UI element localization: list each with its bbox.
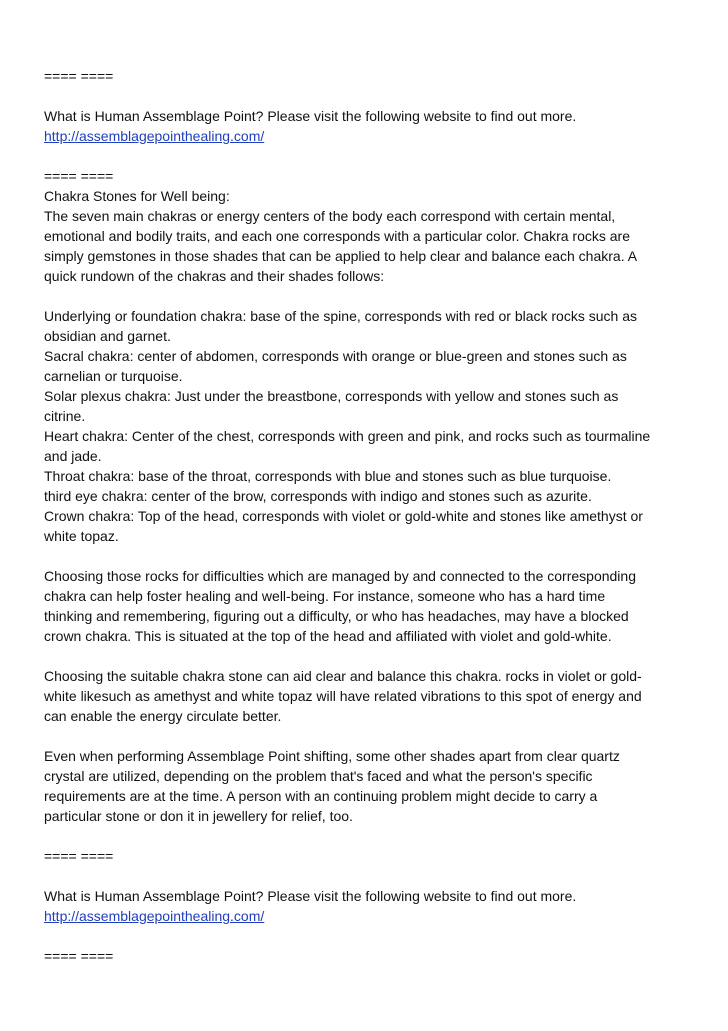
chakra-line: Underlying or foundation chakra: base of the spine, corresponds with red or black rocks such as [44, 308, 637, 324]
intro-website-link[interactable]: http://assemblagepointhealing.com/ [44, 128, 265, 144]
text-line: chakra can help foster healing and well-being. For instance, someone who has a hard time [44, 588, 606, 604]
spacer [44, 726, 694, 746]
chakra-line: Solar plexus chakra: Just under the breastbone, corresponds with yellow and stones such as [44, 388, 619, 404]
text-line: Even when performing Assemblage Point shifting, some other shades apart from clear quartz [44, 748, 620, 764]
text-line: particular stone or don it in jewellery for relief, too. [44, 808, 353, 824]
chakra-line: Heart chakra: Center of the chest, corresponds with green and pink, and rocks such as tourmaline [44, 428, 651, 444]
document-page [44, 66, 694, 966]
spacer [44, 926, 694, 946]
spacer [44, 86, 694, 106]
chakra-line: third eye chakra: center of the brow, corresponds with indigo and stones such as azurite. [44, 488, 592, 504]
separator-after-article: ==== ==== [44, 848, 114, 864]
text-line: emotional and bodily traits, and each one corresponds with a particular color. Chakra rocks are [44, 228, 630, 244]
chakra-line: Sacral chakra: center of abdomen, corresponds with orange or blue-green and stones such as [44, 348, 627, 364]
text-line: thinking and remembering, figuring out a difficulty, or who has headaches, may have a blocked [44, 608, 629, 624]
text-line: can enable the energy circulate better. [44, 708, 282, 724]
separator-after-intro: ==== ==== [44, 168, 114, 184]
spacer [44, 286, 694, 306]
text-line: Choosing the suitable chakra stone can aid clear and balance this chakra. rocks in violet or gold- [44, 668, 642, 684]
separator-bottom: ==== ==== [44, 948, 114, 964]
chakra-line: white topaz. [44, 528, 119, 544]
chakra-line: citrine. [44, 408, 86, 424]
text-line: quick rundown of the chakras and their shades follows: [44, 268, 385, 284]
spacer [44, 826, 694, 846]
intro-question: What is Human Assemblage Point? Please visit the following website to find out more. [44, 108, 577, 124]
outro-website-link[interactable]: http://assemblagepointhealing.com/ [44, 908, 265, 924]
chakra-line: carnelian or turquoise. [44, 368, 183, 384]
chakra-line: obsidian and garnet. [44, 328, 171, 344]
text-line: Choosing those rocks for difficulties which are managed by and connected to the corresponding [44, 568, 636, 584]
paragraph-intro [44, 206, 694, 286]
chakra-line: Throat chakra: base of the throat, corresponds with blue and stones such as blue turquoise. [44, 468, 612, 484]
text-line: crystal are utilized, depending on the problem that's faced and what the person's specific [44, 768, 593, 784]
spacer [44, 866, 694, 886]
text-line: crown chakra. This is situated at the top of the head and affiliated with violet and gold-white. [44, 628, 612, 644]
spacer [44, 646, 694, 666]
chakra-line: and jade. [44, 448, 102, 464]
text-line: The seven main chakras or energy centers of the body each correspond with certain mental, [44, 208, 616, 224]
paragraph-choosing-rocks [44, 566, 694, 646]
article-title: Chakra Stones for Well being: [44, 188, 230, 204]
outro-question: What is Human Assemblage Point? Please visit the following website to find out more. [44, 888, 577, 904]
text-line: requirements are at the time. A person with an continuing problem might decide to carry a [44, 788, 598, 804]
chakra-line: Crown chakra: Top of the head, corresponds with violet or gold-white and stones like amethyst or [44, 508, 643, 524]
paragraph-assemblage-shifting [44, 746, 694, 826]
separator-top: ==== ==== [44, 68, 114, 84]
chakra-list [44, 306, 694, 546]
text-line: simply gemstones in those shades that can be applied to help clear and balance each chakra. A [44, 248, 638, 264]
text-line: white likesuch as amethyst and white topaz will have related vibrations to this spot of energy and [44, 688, 642, 704]
paragraph-suitable-stone [44, 666, 694, 726]
spacer [44, 546, 694, 566]
spacer [44, 146, 694, 166]
